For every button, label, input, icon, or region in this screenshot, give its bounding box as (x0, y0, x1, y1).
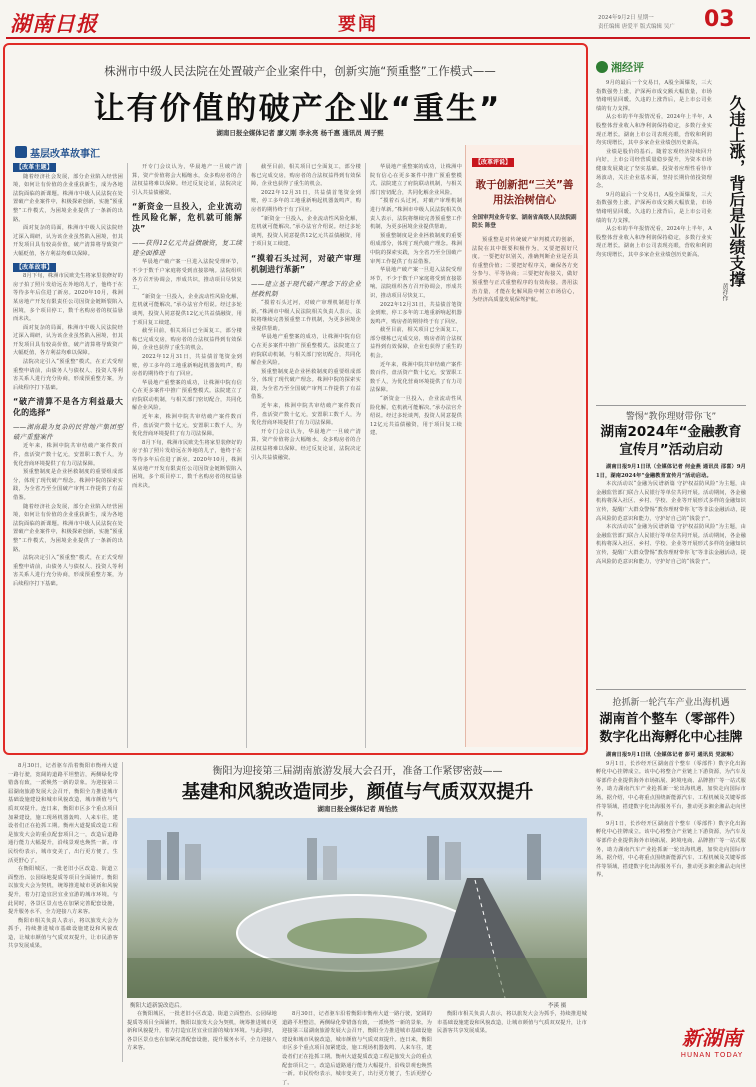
commentary-author: 黄祥作 (721, 283, 728, 301)
footer-logo-en: HUNAN TODAY (680, 1051, 744, 1059)
issue-date: 2024年9月2日 星期一 (598, 15, 654, 21)
commentary-para: 从公布的半年报情况看，2024年上半年，A股整体营业收入和净利润保持稳定，多数行业实现正增长。湖南上市公司表现亮眼，营收和利润均实现增长，其中多家企业业绩创历史新高。 (596, 226, 712, 258)
finance-para: 本次活动以“金融为民谱新篇 守护权益防风险”为主题，由金融监管部门联合人民银行等单位共同开展。活动期间，各金融机构将深入社区、乡村、学校、企业等开展形式多样的金融知识宣传，提醒广大群众警惕“教你理财带你飞”等非法金融活动，提高风险防范意识和能力，守护好自己的“钱袋子”。 (596, 524, 746, 565)
finance-para: 本次活动以“金融为民谱新篇 守护权益防风险”为主题，由金融监管部门联合人民银行等单位共同开展。活动期间，各金融机构将深入社区、乡村、学校、企业等开展形式多样的金融知识宣传，提醒广大群众警惕“教你理财带你飞”等非法金融活动，提高风险防范意识和能力，守护好自己的“钱袋子”。 (596, 481, 746, 522)
subhead-1-sub: ——湖南最为复杂的民营地产集团型破产重整案件 (13, 423, 123, 442)
lead-para: 截至目前，相关项目已全面复工，部分楼栋已完成交房，购房者的合法权益得到有效保障，企业也获得了重生的机会。 (251, 164, 361, 188)
finance-body (596, 463, 746, 685)
lead-para: 华晨地产破产案一旦进入法院受理环节，不少于数千户家庭将受到直接影响。法院组织各方召开协调会，形成共识，推动项目尽快复工。 (370, 267, 462, 299)
lead-story-box (3, 43, 588, 755)
finance-kicker: 警惕“教你理财带你飞” (625, 412, 717, 422)
footer-logo (672, 1022, 752, 1068)
page-number: 03 (704, 7, 735, 32)
lead-byline: 湖南日报全媒体记者 廖义刚 李永亮 杨千惠 通讯员 周子熙 (216, 129, 384, 137)
lead-para: 2022年12月31日，共益债首笔资金到账，停工多年的工地重新响起机器轰鸣声，购房者的期待终于有了回应。 (370, 301, 462, 325)
subhead-2-sub: ——获得12亿元共益债融资，复工续建全面推进 (132, 239, 242, 258)
masthead (0, 0, 756, 38)
lead-para: “新资金一旦投入，企业流动性风险化解，危机就可能解决。”承办法官介绍说。经过多轮谈判，投资人同意提供12亿元共益债融资，用于项目复工续建。 (251, 215, 361, 248)
commentary-body (596, 79, 712, 399)
lead-para: 华晨地产重整案的成功，让株洲中院有信心在更多案件中推广预重整模式。法院建立了府院联动机制，与相关部门密切配合，共同化解企业风险。 (370, 164, 462, 196)
badge-icon (15, 146, 27, 158)
lead-para: 华晨地产重整案的成功，让株洲中院有信心在更多案件中推广预重整模式。法院建立了府院联动机制，与相关部门密切配合，共同化解企业风险。 (132, 379, 242, 412)
lead-para: “新资金一旦投入，企业流动性风险化解，危机就可能解决。”承办法官介绍说。经过多轮谈判，投资人同意提供12亿元共益债融资，用于项目复工续建。 (132, 293, 242, 326)
lower-kicker: 衡阳为迎接第三届湖南旅游发展大会召开，准备工作紧锣密鼓—— (212, 766, 503, 777)
tag-story: 【改革故事】 (13, 263, 56, 272)
subhead-3: “摸着石头过河，对破产审理机制进行革新” (251, 253, 361, 274)
commentary-title: 久违上涨，背后是业绩支撑 (727, 95, 746, 287)
lead-para: 近年来，株洲中院共审结破产案件数百件，盘活资产数十亿元，安置职工数千人，为优化营商环境提供了有力司法保障。 (132, 414, 242, 438)
lead-para: 截至目前，相关项目已全面复工，部分楼栋已完成交房，购房者的合法权益得到有效保障，企业也获得了重生的机会。 (370, 327, 462, 360)
lower-para: 衡阳市相关负责人表示，将以旅发大会为抓手，持续推进城市基础设施建设和风貌改造，让城市颜值与气质双双提升，让市民游客共享发展成果。 (437, 1011, 587, 1035)
auto-para: 9月1日，长沙经开区湖南首个整车（零部件）数字化出海孵化中心挂牌成立。该中心将整合产业链上下游资源，为汽车及零部件企业提供海外市场拓展、跨境电商、品牌推广等一站式服务，助力湖南汽车产业抢抓新一轮出海机遇，加快走向国际市场。据介绍，中心将重点围绕新能源汽车、工程机械及关键零部件等领域，搭建数字化出海服务平台，推动更多湘企湘品走向世界。 (596, 760, 746, 819)
commentary-para: 从公布的半年报情况看，2024年上半年，A股整体营业收入和净利润保持稳定，多数行业实现正增长。湖南上市公司表现亮眼，营收和利润均实现增长，其中多家企业业绩创历史新高。 (596, 114, 712, 147)
lead-para: 随着经济社会发展，部分企业陷入经营困境，如何让有价值的企业重获新生，成为各地法院面临的新课题。株洲市中级人民法院在处置破产企业案件中，积极探索创新，实施“预重整”工作模式，为困境企业提供了一条新的出路。 (13, 173, 123, 223)
lead-col-2 (132, 163, 242, 748)
lead-para: 近年来，株洲中院共审结破产案件数百件，盘活资产数十亿元，安置职工数千人，为优化营商环境提供了有力司法保障。 (251, 403, 361, 427)
reform-story-badge: 基层改革故事汇 (15, 145, 100, 159)
lead-para: 随着经济社会发展，部分企业陷入经营困境，如何让有价值的企业重获新生，成为各地法院面临的新课题。株洲市中级人民法院在处置破产企业案件中，积极探索创新，实施“预重整”工作模式，为困境企业提供了一条新的出路。 (13, 503, 123, 553)
subhead-2: “新资金一旦投入，企业流动性风险化解，危机就可能解决” (132, 202, 242, 234)
lower-para: 8月30日，记者驱车沿着衡阳市衡州大道一路行驶，宽阔的道路平坦整洁，两侧绿化带错落有致，一派焕然一新的景象。为迎接第三届湖南旅游发展大会召开，衡阳全力推进城市基础设施建设和城市风貌改造，城市颜值与气质双双提升。连日来，衡阳市区多个重点项目加紧建设，施工现场机器轰鸣、人来车往，建设者们正在抢抓工期。衡州大道提质改造工程是旅发大会的重点配套项目之一，改造后道路通行能力大幅提升，沿线景观也焕然一新。市民纷纷表示，城市变美了，出行更方便了，生活更舒心了。 (282, 1011, 432, 1086)
lower-para: 在衡阳城区，一批老旧小区改造、街道立面整治、公园绿地提质等项目全面铺开。衡阳以旅发大会为契机，统筹推进城市更新和风貌提升，着力打造宜居宜业宜游的城市环境。与此同时，各景区景点也在加紧完善配套设施，提升服务水平，全力迎接八方来客。 (8, 866, 118, 916)
subhead-1: “破产清算不是各方利益最大化的选择” (13, 397, 123, 418)
city-aerial-photo (127, 818, 587, 998)
lower-headline: 基建和风貌改造同步，颜值与气质双双提升 (181, 782, 534, 803)
xjp-badge: 湘经评 (596, 59, 644, 75)
masthead-rule (6, 37, 750, 39)
lead-para: 华晨地产破产案一旦进入法院受理环节，不少于数千户家庭将受到直接影响。法院组织各方召开协调会，形成共识，推动项目尽快复工。 (132, 259, 242, 292)
lead-para: “摸着石头过河，对破产审理机制进行革新。”株洲市中级人民法院相关负责人表示，法院将继续完善预重整工作机制，为更多困境企业提供帮助。 (251, 299, 361, 332)
lead-para: 预重整制度是企业拯救制度的重要组成部分，体现了现代破产理念。株洲中院的探索实践，为全省乃至全国破产审判工作提供了有益借鉴。 (13, 469, 123, 501)
lead-col-1 (13, 163, 123, 748)
commentary-para: 9月的最后一个交易日，A股全面爆发，三大指数强势上涨，沪深两市成交额大幅放量，市场情绪明显回暖。久违的上涨背后，是上市公司业绩的有力支撑。 (596, 80, 712, 112)
section-title: 要闻 (338, 14, 378, 35)
tag-comment: 【改革评说】 (472, 158, 514, 167)
lead-para: 2022年12月31日，共益债首笔资金到账，停工多年的工地重新响起机器轰鸣声，购房者的期待终于有了回应。 (132, 353, 242, 378)
comment-body: 预重整是对传统破产审判模式的创新，法院在其中既要积极作为，又要把握好尺度。一要把好识别关，准确判断企业是否具有重整价值；二要把好程序关，确保各方充分参与、平等协商；三要把好衔接关，做好预重整与正式重整程序的有效衔接。善用法治力量，才能在化解风险中树立市场信心，为经济高质量发展保驾护航。 (472, 237, 578, 304)
comment-author: 全国审判业务专家、湖南省高级人民法院副院长 陈登 (472, 215, 577, 229)
city-aerial-illustration (127, 818, 587, 998)
commentary-para: 业绩是股价的基石。随着宏观经济持续回升向好，上市公司经营质量稳步提升，为资本市场健康发展奠定了坚实基础。投资者应理性看待市场波动，关注企业基本面，坚持长期价值投资理念。 (596, 148, 712, 190)
lead-para: 预重整制度是企业拯救制度的重要组成部分，体现了现代破产理念。株洲中院的探索实践，为全省乃至全国破产审判工作提供了有益借鉴。 (251, 368, 361, 401)
lead-headline: 让有价值的破产企业“重生” (93, 91, 502, 127)
lead-para: 预重整制度是企业拯救制度的重要组成部分，体现了现代破产理念。株洲中院的探索实践，为全省乃至全国破产审判工作提供了有益借鉴。 (370, 232, 462, 265)
tag-theme: 【改革主题】 (13, 163, 56, 172)
lower-right-col (437, 1010, 587, 1066)
finance-headline: 湖南2024年“金融教育宣传月”活动启动 (600, 424, 742, 458)
editor-credit: 责任编辑 唐爱平 版式编辑 吴广 (598, 24, 675, 30)
lower-left-col (8, 762, 118, 1064)
footer-logo-cn: 新湖南 (682, 1026, 742, 1050)
lower-mid-col (127, 1010, 277, 1066)
lead-para: 8月下旬，株洲市民欧先生将家里装修好的房子拍了照片发给远在外地的儿子，他终于在等待多年后住进了新房。2020年10月，株洲某房地产开发有限责任公司因资金链断裂陷入困境，多个项目停工，数千名购房者的权益悬而未决。 (13, 273, 123, 323)
lead-para: 面对复杂的局面，株洲市中级人民法院经过深入调研，认为该企业虽然陷入困境，但其开发项目具有较高价值，破产清算将导致资产大幅贬值，各方利益均难以保障。 (13, 225, 123, 257)
lead-para: 法院决定引入“预重整”模式，在正式受理重整申请前，由债务人与债权人、投资人等利害关系人进行充分协商，形成预重整方案，为后续程序打下基础。 (13, 555, 123, 587)
xjp-icon (596, 61, 608, 73)
sidebar (592, 43, 752, 1065)
commentary-para: 9月的最后一个交易日，A股全面爆发，三大指数强势上涨，沪深两市成交额大幅放量，市场情绪明显回暖。久违的上涨背后，是上市公司业绩的有力支撑。 (596, 191, 712, 224)
comment-title: 敢于创新把“三关”善用法治树信心 (475, 179, 574, 206)
lead-para: 华晨地产重整案的成功，让株洲中院有信心在更多案件中推广预重整模式。法院建立了府院联动机制，与相关部门密切配合，共同化解企业风险。 (251, 334, 361, 367)
subhead-3-sub: ——建立基于现代破产理念下的企业拯救机制 (251, 279, 361, 298)
photo-caption: 衡阳大道新貌改造后。 (130, 1003, 186, 1009)
lead-kicker: 株洲市中级人民法院在处置破产企业案件中，创新实施“预重整”工作模式—— (104, 64, 496, 78)
photo-credit: 李溪 摄 (548, 1003, 567, 1009)
lead-col-3 (251, 163, 361, 748)
auto-headline: 湖南首个整车（零部件）数字化出海孵化中心挂牌 (599, 712, 743, 745)
lead-para: 近年来，株洲中院共审结破产案件数百件，盘活资产数十亿元，安置职工数千人，为优化营商环境提供了有力司法保障。 (13, 443, 123, 467)
lead-para: 2022年12月31日，共益债首笔资金到账，停工多年的工地重新响起机器轰鸣声，购房者的期待终于有了回应。 (251, 189, 361, 213)
auto-kicker: 抢抓新一轮汽车产业出海机遇 (612, 698, 730, 708)
lead-para: 面对复杂的局面，株洲市中级人民法院经过深入调研，认为该企业虽然陷入困境，但其开发项目具有较高价值，破产清算将导致资产大幅贬值，各方利益均难以保障。 (13, 324, 123, 357)
lower-para: 衡阳市相关负责人表示，将以旅发大会为抓手，持续推进城市基础设施建设和风貌改造，让城市颜值与气质双双提升，让市民游客共享发展成果。 (8, 917, 118, 950)
paper-logo: 湖南日报 (10, 11, 98, 36)
lead-para: 开专门会议认为，华晨地产一旦破产清算，资产价值将会大幅缩水，众多购房者的合法权益将难以保障。经过反复论证，法院决定引入共益债融资。 (132, 164, 242, 196)
lead-para: 开专门会议认为，华晨地产一旦破产清算，资产价值将会大幅缩水，众多购房者的合法权益将难以保障。经过反复论证，法院决定引入共益债融资。 (251, 428, 361, 461)
lower-para: 在衡阳城区，一批老旧小区改造、街道立面整治、公园绿地提质等项目全面铺开。衡阳以旅发大会为契机，统筹推进城市更新和风貌提升，着力打造宜居宜业宜游的城市环境。与此同时，各景区景点也在加紧完善配套设施，提升服务水平，全力迎接八方来客。 (127, 1011, 277, 1052)
lead-para: “新资金一旦投入，企业流动性风险化解，危机就可能解决。”承办法官介绍说。经过多轮谈判，投资人同意提供12亿元共益债融资，用于项目复工续建。 (370, 396, 462, 437)
auto-body (596, 751, 746, 1036)
finance-byline: 湖南日报9月1日讯（全媒体记者 何金燕 通讯员 邵喜）9月1日，湖南2024年“金融教育宣传月”活动启动。 (596, 464, 746, 479)
lead-para: “摸着石头过河，对破产审理机制进行革新。”株洲市中级人民法院相关负责人表示，法院将继续完善预重整工作机制，为更多困境企业提供帮助。 (370, 198, 462, 231)
auto-byline: 湖南日报9月1日讯（全媒体记者 彭可 通讯员 党淑琳） (606, 752, 737, 758)
lead-para: 近年来，株洲中院共审结破产案件数百件，盘活资产数十亿元，安置职工数千人，为优化营商环境提供了有力司法保障。 (370, 361, 462, 394)
lower-para: 8月30日，记者驱车沿着衡阳市衡州大道一路行驶，宽阔的道路平坦整洁，两侧绿化带错落有致，一派焕然一新的景象。为迎接第三届湖南旅游发展大会召开，衡阳全力推进城市基础设施建设和城市风貌改造，城市颜值与气质双双提升。连日来，衡阳市区多个重点项目加紧建设，施工现场机器轰鸣、人来车往，建设者们正在抢抓工期。衡州大道提质改造工程是旅发大会的重点配套项目之一，改造后道路通行能力大幅提升，沿线景观也焕然一新。市民纷纷表示，城市变美了，出行更方便了，生活更舒心了。 (8, 763, 118, 864)
reform-comment-box (465, 145, 583, 747)
lead-para: 8月下旬，株洲市民欧先生将家里装修好的房子拍了照片发给远在外地的儿子，他终于在等待多年后住进了新房。2020年10月，株洲某房地产开发有限责任公司因资金链断裂陷入困境，多个项目停工，数千名购房者的权益悬而未决。 (132, 439, 242, 489)
lead-para: 截至目前，相关项目已全面复工，部分楼栋已完成交房，购房者的合法权益得到有效保障，企业也获得了重生的机会。 (132, 328, 242, 352)
lead-para: 法院决定引入“预重整”模式，在正式受理重整申请前，由债务人与债权人、投资人等利害关系人进行充分协商，形成预重整方案，为后续程序打下基础。 (13, 359, 123, 391)
auto-para: 9月1日，长沙经开区湖南首个整车（零部件）数字化出海孵化中心挂牌成立。该中心将整合产业链上下游资源，为汽车及零部件企业提供海外市场拓展、跨境电商、品牌推广等一站式服务，助力湖南汽车产业抢抓新一轮出海机遇，加快走向国际市场。据介绍，中心将重点围绕新能源汽车、工程机械及关键零部件等领域，搭建数字化出海服务平台，推动更多湘企湘品走向世界。 (596, 820, 746, 879)
lower-byline: 湖南日报全媒体记者 周怡然 (317, 805, 398, 813)
lead-col-4 (370, 163, 462, 748)
lower-mid-col-2 (282, 1010, 432, 1086)
